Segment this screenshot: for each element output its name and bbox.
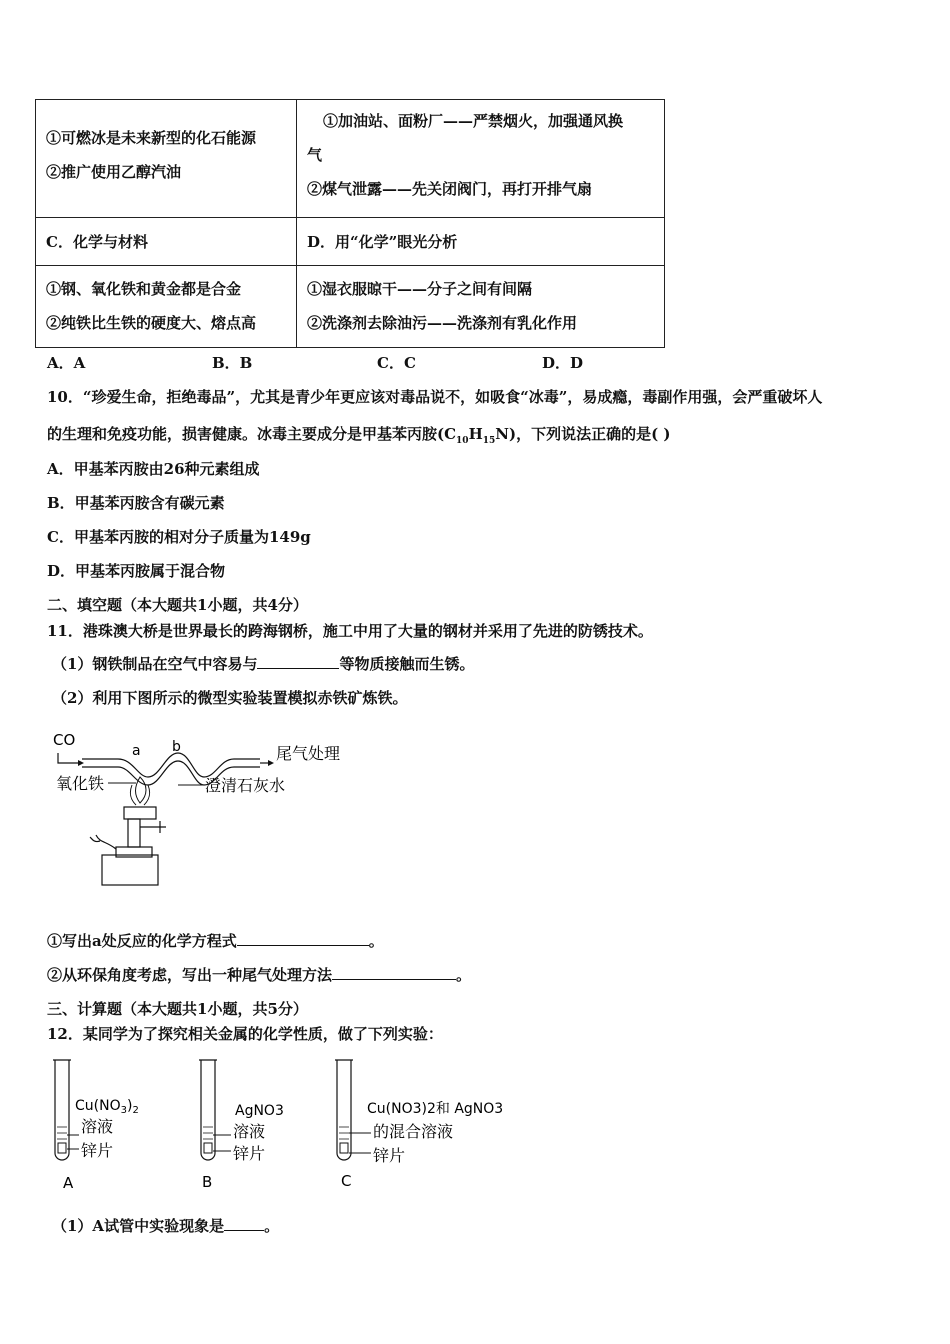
answer-blank[interactable] [332,965,456,980]
tube-label: C [341,1172,352,1190]
q11-stem: 11．港珠澳大桥是世界最长的跨海钢桥，施工中用了大量的钢材并采用了先进的防锈技术。 [47,622,653,640]
burner-body [102,855,158,885]
q11-text: 。 [456,966,472,984]
q11-part1 [52,653,474,674]
table-line: ①加油站、面粉厂——严禁烟火，加强通风换 [323,112,624,130]
q10-stem-line1: 10．“珍爱生命，拒绝毒品”，尤其是青少年更应该对毒品说不，如吸食“冰毒”，易成瘾，毒副作用强，会严重破坏人 [47,388,823,406]
q11-text: ①写出a处反应的化学方程式 [47,932,237,950]
q12-text: 。 [264,1217,280,1235]
q9-choices [47,352,707,373]
gas-inlet-arrow [58,753,80,763]
table-line: ①可燃冰是未来新型的化石能源 [46,129,257,147]
gas-hose [90,835,116,849]
q9-options-table [35,99,665,348]
flame-icon [136,777,147,803]
q11-part2: （2）利用下图所示的微型实验装置模拟赤铁矿炼铁。 [52,689,408,707]
tail-gas-label: 尾气处理 [276,744,341,763]
q10-stem-line2 [47,423,671,446]
q11-text: 等物质接触而生锈。 [339,655,475,673]
arrowhead [78,760,84,766]
arrowhead [268,760,274,766]
cell-b-content [297,100,665,218]
tube-label: B [202,1173,213,1191]
cell-d-heading: D．用“化学”眼光分析 [297,218,665,266]
q11-sub1 [47,930,384,951]
q10-option-a[interactable]: A．甲基苯丙胺由26种元素组成 [47,460,260,478]
cell-c-heading: C．化学与材料 [36,218,297,266]
q11-text: （1）钢铁制品在空气中容易与 [52,655,258,673]
q12-stem: 12．某同学为了探究相关金属的化学性质，做了下列实验： [47,1025,443,1043]
cell-c-content [36,266,297,348]
q11-text: 。 [368,932,384,950]
q12-text: （1）A试管中实验现象是 [52,1217,225,1235]
test-tube-c [335,1060,503,1190]
co-label: CO [53,731,76,749]
metal-label: 锌片 [233,1144,266,1163]
burner-nozzle [124,807,156,819]
q10-option-d[interactable]: D．甲基苯丙胺属于混合物 [47,562,226,580]
gas-valve [140,821,166,833]
test-tubes-figure [45,1055,525,1200]
choice-d[interactable]: D．D [542,354,584,372]
q10-sub: 15 [482,436,496,446]
point-b-label: b [172,739,181,755]
choice-b[interactable]: B．B [212,354,253,372]
test-tube-a [53,1060,139,1192]
table-line: ①钢、氧化铁和黄金都是合金 [46,280,242,298]
answer-blank[interactable] [237,931,369,946]
metal-label: 锌片 [81,1141,114,1160]
answer-blank[interactable] [224,1216,264,1231]
iron-oxide-label: 氧化铁 [56,774,105,793]
choice-c[interactable]: C．C [377,354,416,372]
choice-a[interactable]: A．A [47,354,86,372]
answer-blank[interactable] [257,654,339,669]
apparatus-figure [48,725,348,890]
q10-option-c[interactable]: C．甲基苯丙胺的相对分子质量为149g [47,528,311,546]
section-heading: 三、计算题（本大题共1小题，共5分） [47,1000,308,1018]
table-line: ②煤气泄露——先关闭阀门，再打开排气扇 [307,180,593,198]
q10-text: H [468,425,483,443]
cell-d-content [297,266,665,348]
solution-label: 的混合溶液 [373,1122,454,1141]
point-a-label: a [132,743,141,759]
table-line: ②洗涤剂去除油污——洗涤剂有乳化作用 [307,314,578,332]
solution-label: 溶液 [233,1122,266,1141]
reagent-label: $Cu(NO_3)_2$ [75,1098,139,1116]
q10-text: N)，下列说法正确的是( ) [495,425,671,443]
q12-part1 [52,1215,279,1236]
section-heading: 二、填空题（本大题共1小题，共4分） [47,596,308,614]
q10-option-b[interactable]: B．甲基苯丙胺含有碳元素 [47,494,225,512]
table-line: ①湿衣服晾干——分子之间有间隔 [307,280,533,298]
burner-stem [128,819,140,847]
q11-text: ②从环保角度考虑，写出一种尾气处理方法 [47,966,333,984]
table-line: 气 [307,146,323,164]
glass-tube [82,753,260,777]
solution-label: 溶液 [81,1117,114,1136]
test-tube-b [199,1060,284,1191]
tube-label: A [63,1174,74,1192]
table-line: ②纯铁比生铁的硬度大、熔点高 [46,314,257,332]
q10-text: 的生理和免疫功能，损害健康。冰毒主要成分是甲基苯丙胺(C [47,425,457,443]
q11-sub2 [47,964,471,985]
table-line: ②推广使用乙醇汽油 [46,163,182,181]
limewater-label: 澄清石灰水 [205,776,286,795]
metal-label: 锌片 [373,1146,406,1165]
q10-sub: 10 [456,436,469,446]
cell-a-content [36,100,297,218]
reagent-label: Cu(NO3)2和 AgNO3 [367,1101,504,1117]
reagent-label: AgNO3 [235,1103,284,1119]
